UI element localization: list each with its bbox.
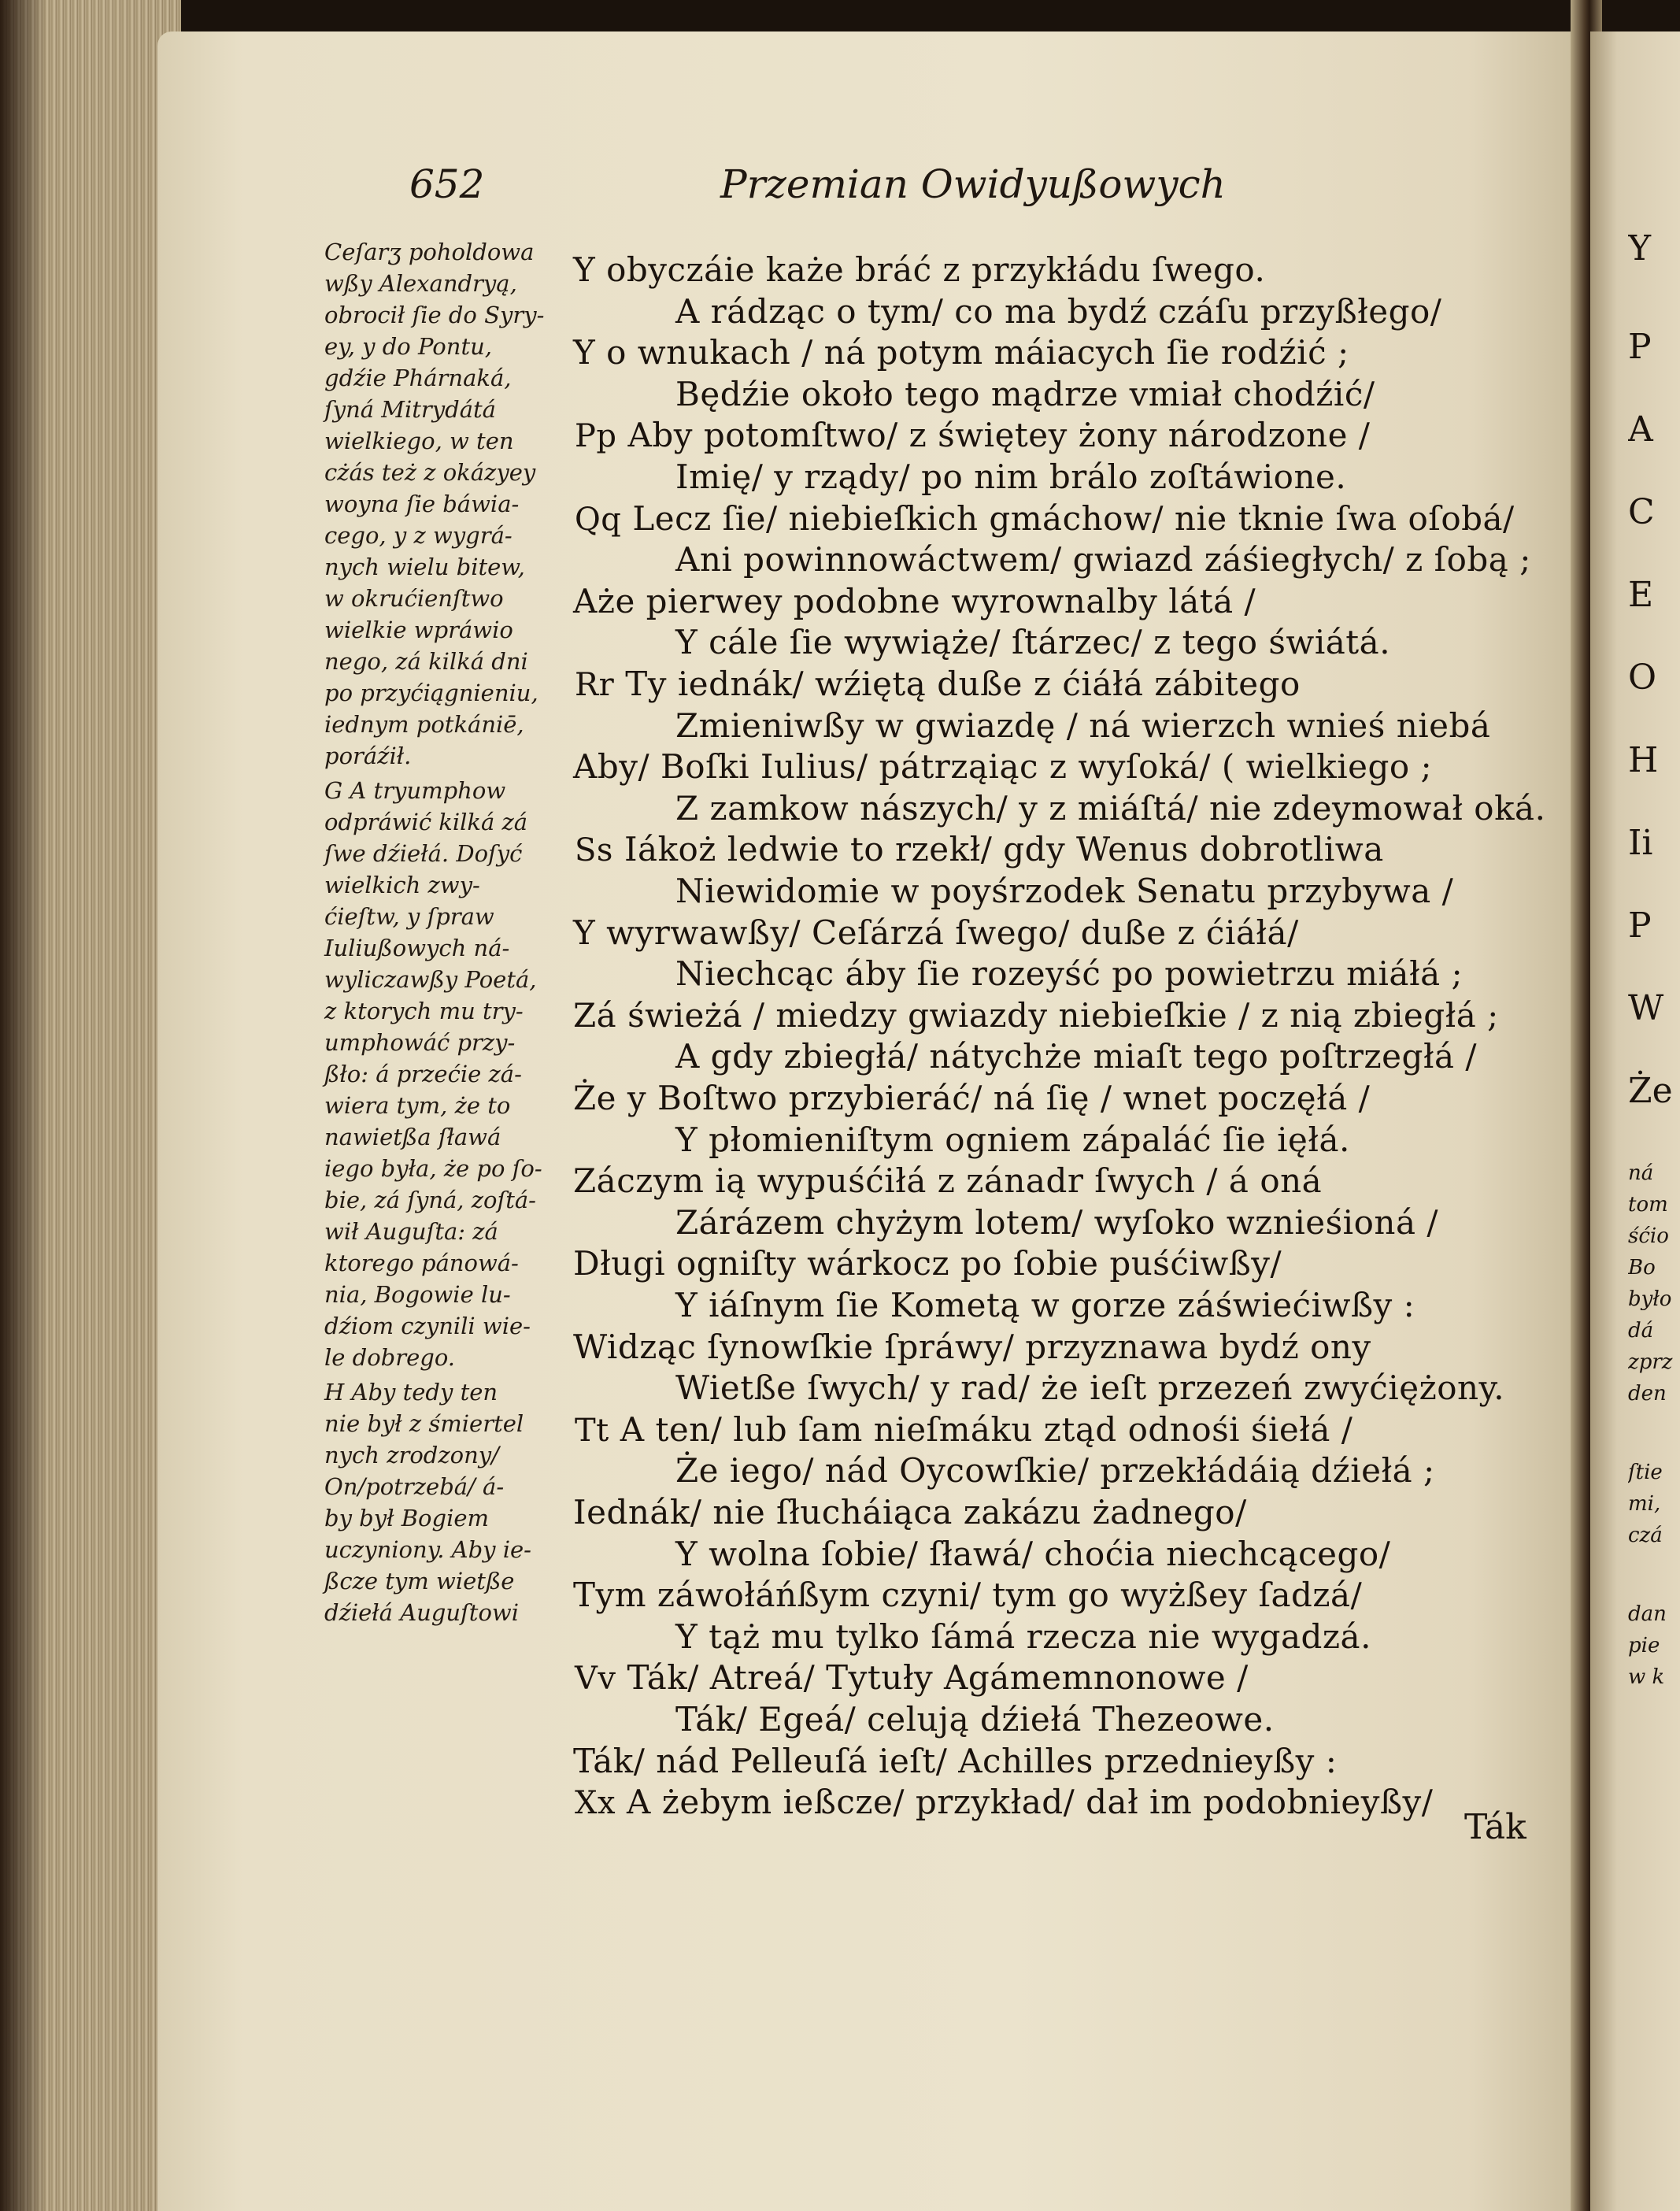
verse-text-span: Tym záwołáńßym czyni/ tym go wyżßey ſadzá/ <box>573 1576 1363 1614</box>
verse-text-span: Zárázem chyżym lotem/ wyſoko wznieśioná / <box>675 1203 1438 1242</box>
verse-line <box>675 623 1390 661</box>
marginal-note-h: H Aby tedy ten nie był z śmiertel nych zrodzony/ On/potrzebá/ á- by był Bogiem uczyniony. Aby ie- ßcze tym wietße dźiełá Auguſtowi <box>324 1379 531 1626</box>
next-page-fragment: Y <box>1628 228 1652 269</box>
verse-text-span: Widząc ſynowſkie ſpráwy/ przyznawa bydź ony <box>573 1328 1371 1366</box>
verse-line <box>675 954 1463 993</box>
verse-line <box>573 1161 1322 1200</box>
verse-line <box>675 292 1441 331</box>
verse-text-span: Ták/ Egeá/ celują dźiełá Thezeowe. <box>675 1700 1275 1739</box>
verse-line <box>573 1576 1362 1614</box>
verse-line <box>575 1783 1433 1821</box>
marginal-note-g: G A tryumphow odpráwić kilká zá ſwe dźiełá. Doſyć wielkich zwy- ćieſtw, y ſpraw Iuliußowych ná- wyliczawßy Poetá, z ktorych mu try- umphowáć przy- ßło: á przećie zá- wiera tym, że to nawietßa ſławá iego była, że po ſo- bie, zá ſyná, zoſtá- wił Auguſta: zá ktorego pánowá- nia, Bogowie lu- dźiom czynili wie- le dobrego. <box>324 777 542 1371</box>
verse-text-span: Że iego/ nád Oycowſkie/ przekłádáią dźiełá ; <box>675 1451 1435 1490</box>
verse-line <box>675 1368 1504 1407</box>
next-page-fragment: C <box>1628 492 1655 532</box>
verse-text-span: Imię/ y rządy/ po nim brálo zoſtáwione. <box>675 457 1347 496</box>
next-page-fragment: pie <box>1628 1634 1660 1657</box>
verse-text-span: Że y Boſtwo przybieráć/ ná ſię / wnet poczęłá / <box>573 1079 1371 1117</box>
next-page-fragment: P <box>1628 906 1652 946</box>
verse-line <box>675 872 1453 910</box>
verse-line <box>675 1286 1415 1324</box>
next-page-fragment: czá <box>1628 1524 1663 1547</box>
verse-line <box>675 1120 1350 1159</box>
verse-text-span: Zá świeżá / miedzy gwiazdy niebieſkie / z nią zbiegłá ; <box>573 996 1499 1035</box>
next-page-fragment: Bo <box>1628 1256 1656 1280</box>
catchword: Ták <box>1464 1807 1526 1847</box>
next-page-fragment: H <box>1628 740 1659 780</box>
verse-text-span: Niewidomie w poyśrzodek Senatu przybywa / <box>675 872 1454 910</box>
verse-text-span: Niechcąc áby ſie rozeyść po powietrzu miáłá ; <box>675 954 1464 993</box>
next-page-fragment: ſtie <box>1628 1461 1663 1484</box>
verse-line <box>675 706 1490 745</box>
marginal-note-caesar: Ceſarʒ poholdowa wßy Alexandryą, obrocił ſie do Syry- ey, y do Pontu, gdźie Phárnaká, ſyná Mitrydátá wielkiego, w ten cżás też z okázyey woyna ſie báwia- cego, y z wygrá- nych wielu bitew, w okrućienſtwo wielkie wpráwio nego, zá kilká dni po przyćiągnieniu, iednym potkániē, poráźił. <box>324 239 545 769</box>
verse-line <box>573 333 1349 372</box>
verse-line <box>575 1410 1353 1449</box>
page-number: 652 <box>409 161 485 207</box>
verse-text-span: Y obyczáie każe bráć z przykłádu ſwego. <box>573 250 1266 289</box>
section-letter: Pp <box>575 418 617 454</box>
verse-line <box>675 457 1346 496</box>
verse-text-span: Y o wnukach / ná potym máiacych ſie rodźić ; <box>573 333 1349 372</box>
next-page-fragment: O <box>1628 657 1657 698</box>
next-page-fragment: den <box>1628 1382 1667 1405</box>
verse-line <box>573 1328 1371 1366</box>
verse-line <box>675 1535 1390 1573</box>
verse-line <box>675 1617 1371 1656</box>
verse-line <box>575 830 1384 868</box>
verse-text-span: Zmieniwßy w gwiazdę / ná wierzch wnieś niebá <box>675 706 1491 745</box>
next-page-fragment: A <box>1628 409 1653 450</box>
verse-text-span: Ty iednák/ wźiętą duße z ćiáłá zábitego <box>625 665 1301 703</box>
verse-line <box>575 499 1515 538</box>
next-page-fragment: ná <box>1628 1161 1654 1185</box>
verse-text-span: Iákoż ledwie to rzekł/ gdy Wenus dobrotliwa <box>624 830 1384 868</box>
verse-text-span: Ták/ nád Pelleuſá ieſt/ Achilles przednieyßy : <box>573 1742 1338 1780</box>
verse-text-span: Y płomieniſtym ogniem zápaláć ſie ięłá. <box>675 1120 1350 1159</box>
verse-text-span: A ten/ lub ſam nieſmáku ztąd odnośi śiełá / <box>620 1410 1353 1449</box>
verse-line <box>573 1244 1282 1283</box>
verse-text-span: Y wolna ſobie/ ſławá/ choćia niechcącego/ <box>675 1535 1391 1573</box>
verse-text-span: Y cále ſie wywiąże/ ſtárzec/ z tego świátá. <box>675 623 1391 661</box>
verse-line <box>675 789 1545 828</box>
next-page-fragment: mi, <box>1628 1492 1661 1516</box>
verse-text-span: Y wyrwawßy/ Ceſárzá ſwego/ duße z ćiáłá/ <box>573 913 1299 952</box>
next-page-fragment: Ii <box>1628 823 1653 863</box>
verse-text-span: Aże pierwey podobne wyrownalby látá / <box>573 582 1256 620</box>
verse-line <box>575 416 1370 454</box>
section-letter: Tt <box>575 1413 609 1449</box>
verse-text-span: Wietße ſwych/ y rad/ że ieſt przezeń zwyćiężony. <box>675 1368 1505 1407</box>
verse-text-span: A rádząc o tym/ co ma bydź czáſu przyßłego/ <box>675 292 1442 331</box>
verse-line <box>573 582 1256 620</box>
verse-line <box>675 1451 1435 1490</box>
verse-text-span: Y iáſnym ſie Kometą w gorze záświećiwßy : <box>675 1286 1415 1324</box>
verse-text-span: A gdy zbiegłá/ nátychże miaſt tego poſtrzegłá / <box>675 1037 1478 1076</box>
next-page-fragment: Że <box>1628 1071 1673 1111</box>
next-page-fragment: dan <box>1628 1602 1667 1626</box>
next-page-fragment: P <box>1628 327 1652 367</box>
section-letter: Qq <box>575 502 622 538</box>
verse-line <box>675 1700 1275 1739</box>
verse-text-span: Lecz ſie/ niebieſkich gmáchow/ nie tknie ſwa oſobá/ <box>632 499 1515 538</box>
next-page-fragment: E <box>1628 575 1654 615</box>
next-page-fragment: śćio <box>1628 1224 1669 1248</box>
verse-line <box>675 375 1375 413</box>
section-letter: Xx <box>575 1785 616 1821</box>
next-page-fragment: było <box>1628 1287 1672 1311</box>
next-page-fragment: w k <box>1628 1665 1665 1689</box>
verse-text-span: Iednák/ nie ſłucháiąca zakázu żadnego/ <box>573 1493 1247 1531</box>
verse-line <box>675 540 1531 579</box>
running-title: Przemian Owidyußowych <box>720 161 1226 207</box>
verse-line <box>575 1658 1249 1697</box>
verse-text-span: Y tąż mu tylko ſámá rzecza nie wygadzá. <box>675 1617 1371 1656</box>
verse-line <box>573 913 1299 952</box>
verse-text-span: Będźie około tego mądrze vmiał chodźić/ <box>675 375 1375 413</box>
next-page-text <box>1628 0 1680 2211</box>
verse-line <box>573 996 1499 1035</box>
section-letter: Rr <box>575 667 615 703</box>
verse-text-span: Długi ogniſty wárkocz po ſobie puśćiwßy/ <box>573 1244 1282 1283</box>
verse-line <box>573 1079 1370 1117</box>
verse-line <box>573 747 1432 786</box>
verse-line <box>575 665 1301 703</box>
verse-text-span: A żebym ießcze/ przykład/ dał im podobnieyßy/ <box>627 1783 1434 1821</box>
section-letter: Vv <box>575 1661 616 1697</box>
verse-line <box>675 1203 1438 1242</box>
verse-text-span: Ták/ Atreá/ Tytuły Agámemnonowe / <box>627 1658 1249 1697</box>
verse-text-span: Z zamkow nászych/ y z miáſtá/ nie zdeymował oká. <box>675 789 1546 828</box>
verse-line <box>573 1742 1337 1780</box>
next-page-fragment: W <box>1628 988 1664 1028</box>
verse-line <box>675 1037 1477 1076</box>
verse-text-span: Záczym ią wypuśćiłá z zánadr ſwych / á oná <box>573 1161 1323 1200</box>
verse-line <box>573 250 1265 289</box>
verse-line <box>573 1493 1247 1531</box>
next-page-fragment: tom <box>1628 1193 1668 1217</box>
next-page-fragment: dá <box>1628 1319 1654 1343</box>
next-page-fragment: zprz <box>1628 1350 1673 1374</box>
section-letter: Ss <box>575 832 613 868</box>
verse-text-span: Ani powinnowáctwem/ gwiazd záśiegłych/ z ſobą ; <box>675 540 1531 579</box>
verse-text-span: Aby potomſtwo/ z świętey żony národzone / <box>627 416 1371 454</box>
verse-text-span: Aby/ Boſki Iulius/ pátrząiąc z wyſoká/ ( wielkiego ; <box>573 747 1433 786</box>
